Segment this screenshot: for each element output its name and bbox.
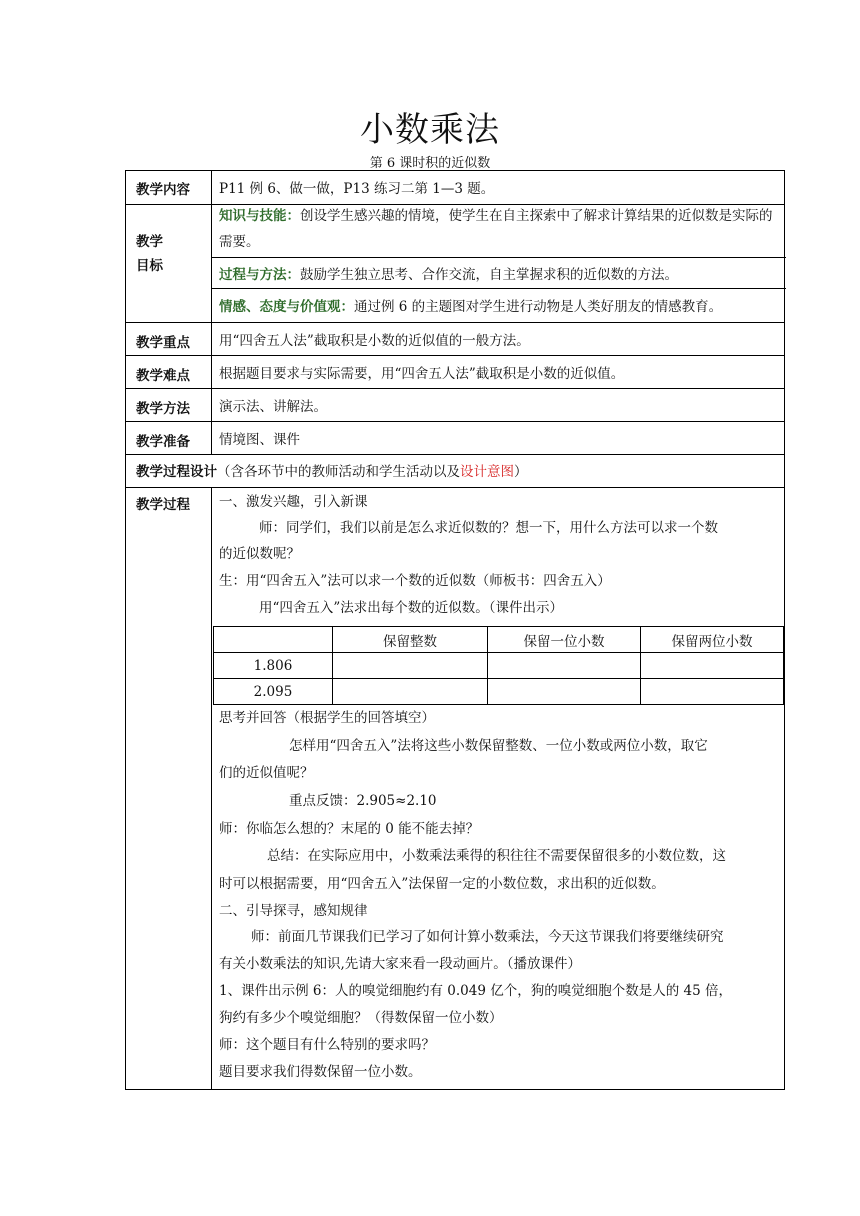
table-cell: [488, 679, 641, 705]
process-line: 总结：在实际应用中，小数乘法乘得的积往往不需要保留很多的小数位数，这: [267, 848, 726, 864]
table-cell: 1.806: [214, 653, 333, 679]
table-cell: [333, 653, 488, 679]
page-title: 小数乘法: [360, 110, 500, 150]
process-line: 用“四舍五入”法求出每个数的近似数。（课件出示）: [259, 600, 564, 616]
process-line: 重点反馈：2.905≈2.10: [289, 793, 437, 809]
lesson-plan-table: [125, 170, 785, 1090]
content-label: 教学内容: [136, 182, 190, 198]
goals-label-1: 教学: [136, 234, 163, 250]
process-line: 有关小数乘法的知识,先请大家来看一段动画片。（播放课件）: [219, 956, 582, 972]
goal-emotion-head: 情感、态度与价值观：: [219, 299, 354, 315]
process-line: 师：同学们，我们以前是怎么求近似数的？想一下，用什么方法可以求一个数: [259, 520, 718, 536]
process-line: 的近似数呢？: [219, 546, 300, 562]
goal-emotion-text: 通过例 6 的主题图对学生进行动物是人类好朋友的情感教育。: [354, 299, 723, 315]
prep-text: 情境图、课件: [219, 432, 300, 448]
process-label: 教学过程: [136, 497, 190, 513]
process-line: 一、激发兴趣，引入新课: [219, 494, 368, 510]
design-head: 教学过程设计: [136, 464, 217, 480]
design-row: [136, 460, 776, 480]
goal-emotion: [219, 295, 776, 315]
process-line: 二、引导探寻，感知规律: [219, 903, 368, 919]
table-row: [214, 627, 784, 653]
page-subtitle: 第 6 课时积的近似数: [369, 156, 491, 171]
difficulty-label: 教学难点: [136, 368, 190, 384]
process-line: 师：你临怎么想的？末尾的 0 能不能去掉？: [219, 821, 480, 837]
method-label: 教学方法: [136, 401, 190, 417]
goals-label-2: 目标: [136, 258, 163, 274]
table-header: [214, 627, 333, 653]
table-cell: [488, 653, 641, 679]
design-text: （含各环节中的教师活动和学生活动以及: [217, 464, 460, 480]
goal-process-text: 鼓励学生独立思考、合作交流，自主掌握求积的近似数的方法。: [300, 267, 678, 283]
process-line: 师：前面几节课我们已学习了如何计算小数乘法，今天这节课我们将要继续研究: [251, 929, 724, 945]
process-line: 怎样用“四舍五入”法将这些小数保留整数、一位小数或两位小数，取它: [289, 738, 708, 754]
process-line: 生：用“四舍五入”法可以求一个数的近似数（师板书：四舍五入）: [219, 573, 611, 589]
difficulty-text: 根据题目要求与实际需要，用“四舍五人法”截取积是小数的近似值。: [219, 366, 625, 382]
table-header: 保留两位小数: [641, 627, 784, 653]
process-line: 师：这个题目有什么特别的要求吗？: [219, 1037, 435, 1053]
goal-knowledge: [219, 203, 776, 255]
table-cell: [641, 679, 784, 705]
process-line: 题目要求我们得数保留一位小数。: [219, 1064, 422, 1080]
key-text: 用“四舍五人法”截取积是小数的近似值的一般方法。: [219, 333, 530, 349]
goal-process: [219, 263, 776, 283]
table-cell: [333, 679, 488, 705]
goal-process-head: 过程与方法：: [219, 267, 300, 283]
table-header: 保留一位小数: [488, 627, 641, 653]
design-tail: ）: [514, 464, 528, 480]
table-row: [214, 679, 784, 705]
table-header: 保留整数: [333, 627, 488, 653]
table-row: [214, 653, 784, 679]
method-text: 演示法、讲解法。: [219, 399, 327, 415]
process-line: 1、课件出示例 6：人的嗅觉细胞约有 0.049 亿个，狗的嗅觉细胞个数是人的 45 倍，: [219, 983, 732, 999]
table-cell: 2.095: [214, 679, 333, 705]
prep-label: 教学准备: [136, 434, 190, 450]
design-red: 设计意图: [460, 464, 514, 480]
content-text: P11 例 6、做一做，P13 练习二第 1—3 题。: [219, 181, 495, 197]
goal-knowledge-head: 知识与技能：: [219, 208, 300, 224]
rounding-table: [213, 626, 784, 705]
table-cell: [641, 653, 784, 679]
process-line: 时可以根据需要，用“四舍五入”法保留一定的小数位数，求出积的近似数。: [219, 876, 665, 892]
goal-knowledge-text: 创设学生感兴趣的情境，使学生在自主探索中了解求计算结果的近似数是实际的需要。: [219, 208, 773, 250]
key-label: 教学重点: [136, 335, 190, 351]
process-line: 狗约有多少个嗅觉细胞？（得数保留一位小数）: [219, 1010, 503, 1026]
process-line: 们的近似值呢？: [219, 765, 314, 781]
process-line: 思考并回答（根据学生的回答填空）: [219, 710, 435, 726]
